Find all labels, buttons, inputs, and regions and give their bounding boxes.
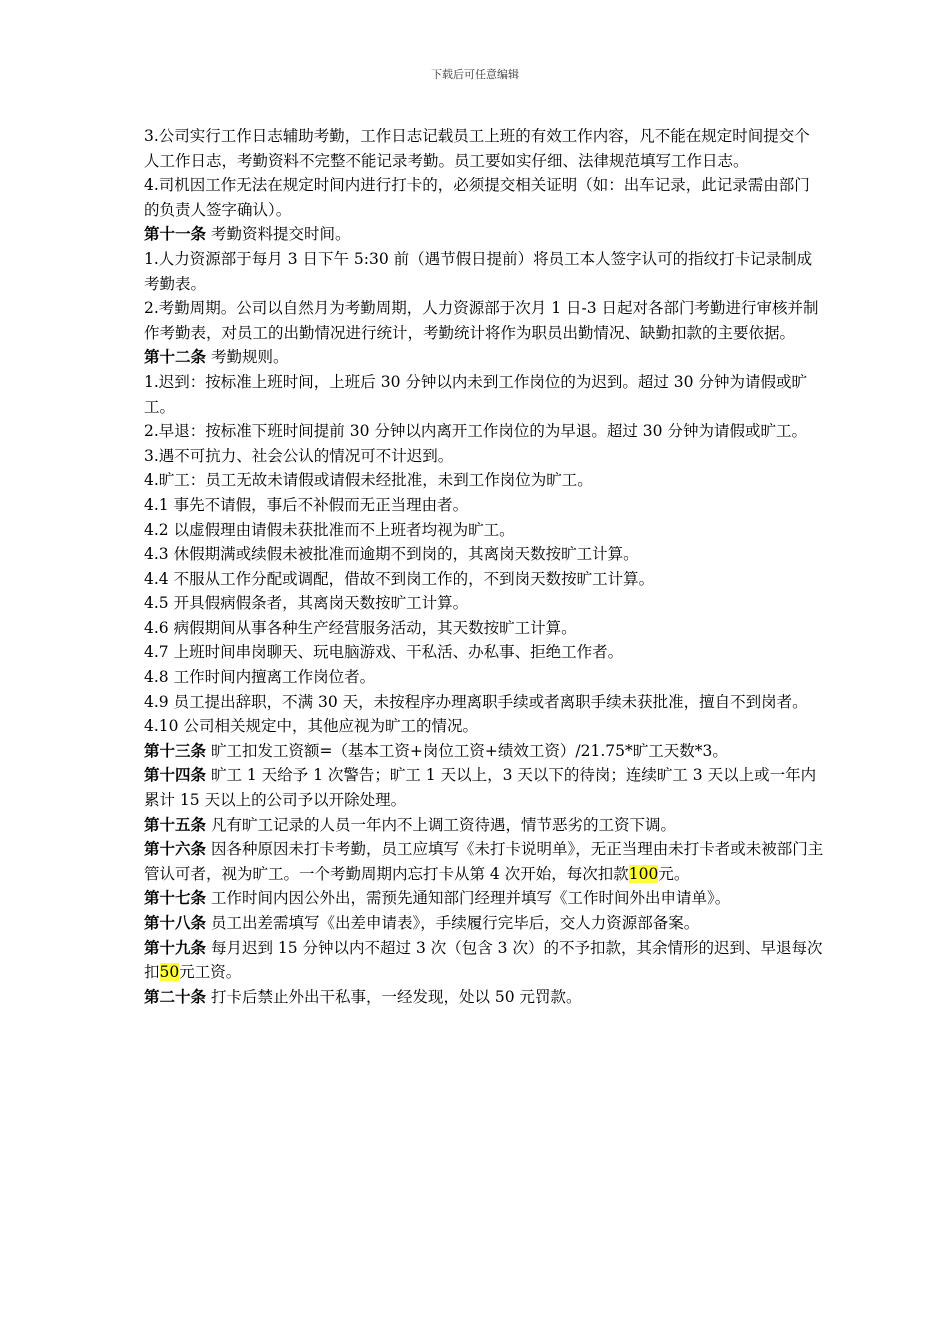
article-number: 第十五条 [144,815,207,834]
paragraph-text: 4.9 员工提出辞职，不满 30 天，未按程序办理离职手续或者离职手续未获批准，擅自不到岗者。 [144,692,808,711]
paragraph-text: 因各种原因未打卡考勤，员工应填写《未打卡说明单》，无正当理由未打卡者或未被部门主管认可者，视为旷工。一个考勤周期内忘打卡从第 4 次开始，每次扣款 [144,840,824,883]
paragraph-text: 2.考勤周期。公司以自然月为考勤周期，人力资源部于次月 1 日-3 日起对各部门考勤进行审核并制作考勤表，对员工的出勤情况进行统计，考勤统计将作为职员出勤情况、缺勤扣款的主要依据。 [144,299,819,342]
paragraph-text: 4.6 病假期间从事各种生产经营服务活动，其天数按旷工计算。 [144,618,577,637]
article-paragraph [144,936,824,985]
paragraph-text: 4.7 上班时间串岗聊天、玩电脑游戏、干私活、办私事、拒绝工作者。 [144,643,624,662]
paragraph [144,173,824,222]
paragraph-text-after: 元工资。 [179,963,242,982]
article-number: 第十三条 [144,741,207,760]
paragraph-text-after: 元。 [658,864,690,883]
article-paragraph [144,911,824,936]
paragraph [144,542,824,567]
paragraph-text: 4.4 不服从工作分配或调配，借故不到岗工作的，不到岗天数按旷工计算。 [144,569,655,588]
paragraph [144,493,824,518]
paragraph-text: 2.早退：按标准下班时间提前 30 分钟以内离开工作岗位的为早退。超过 30 分钟为请假或旷工。 [144,422,807,441]
article-paragraph [144,886,824,911]
article-number: 第十四条 [144,766,207,785]
paragraph [144,444,824,469]
article-paragraph [144,345,824,370]
article-paragraph [144,739,824,764]
paragraph [144,690,824,715]
article-number: 第十二条 [144,348,207,367]
paragraph-text: 旷工 1 天给予 1 次警告；旷工 1 天以上，3 天以下的待岗；连续旷工 3 天以上或一年内累计 15 天以上的公司予以开除处理。 [144,766,817,810]
paragraph [144,419,824,444]
paragraph-text: 每月迟到 15 分钟以内不超过 3 次（包含 3 次）的不予扣款，其余情形的迟到、早退每次扣 [144,938,823,982]
paragraph [144,616,824,641]
article-paragraph [144,837,824,886]
paragraph-text: 1.迟到：按标准上班时间，上班后 30 分钟以内未到工作岗位的为迟到。超过 30 分钟为请假或旷工。 [144,372,807,416]
paragraph-text: 考勤规则。 [206,348,289,367]
paragraph [144,124,824,173]
paragraph-text: 3.公司实行工作日志辅助考勤，工作日志记载员工上班的有效工作内容，凡不能在规定时间提交个人工作日志，考勤资料不完整不能记录考勤。员工要如实仔细、法律规范填写工作日志。 [144,127,810,170]
paragraph [144,567,824,592]
paragraph [144,640,824,665]
paragraph-text: 4.3 休假期满或续假未被批准而逾期不到岗的，其离岗天数按旷工计算。 [144,545,639,564]
paragraph-text: 打卡后禁止外出干私事，一经发现，处以 50 元罚款。 [206,987,582,1006]
highlighted-amount: 100 [628,864,659,883]
paragraph [144,296,824,345]
paragraph-text: 考勤资料提交时间。 [206,225,351,244]
article-number: 第十九条 [144,938,207,957]
article-number: 第十六条 [144,840,207,859]
article-paragraph [144,222,824,247]
paragraph-text: 4.旷工：员工无故未请假或请假未经批准，未到工作岗位为旷工。 [144,471,593,490]
paragraph-text: 4.10 公司相关规定中，其他应视为旷工的情况。 [144,717,478,736]
article-paragraph [144,813,824,838]
paragraph-text: 4.司机因工作无法在规定时间内进行打卡的，必须提交相关证明（如：出车记录，此记录需由部门的负责人签字确认）。 [144,176,810,219]
paragraph-text: 员工出差需填写《出差申请表》，手续履行完毕后，交人力资源部备案。 [206,914,700,932]
article-number: 第十八条 [144,914,207,932]
paragraph-text: 4.8 工作时间内擅离工作岗位者。 [144,668,376,687]
paragraph-text: 4.5 开具假病假条者，其离岗天数按旷工计算。 [144,594,469,613]
article-number: 第十七条 [144,889,207,908]
paragraph-text: 3.遇不可抗力、社会公认的情况可不计迟到。 [144,446,454,465]
document-body [144,124,824,1009]
paragraph [144,468,824,493]
paragraph [144,665,824,690]
highlighted-amount: 50 [159,963,180,982]
paragraph-text: 旷工扣发工资额=（基本工资+岗位工资+绩效工资）/21.75*旷工天数*3。 [206,741,728,760]
article-number: 第二十条 [144,987,207,1006]
paragraph [144,247,824,296]
paragraph-text: 4.2 以虚假理由请假未获批准而不上班者均视为旷工。 [144,520,515,539]
article-number: 第十一条 [144,225,207,244]
paragraph-text: 4.1 事先不请假，事后不补假而无正当理由者。 [144,495,469,514]
page-header: 下载后可任意编辑 [431,68,519,81]
paragraph-text: 凡有旷工记录的人员一年内不上调工资待遇，情节恶劣的工资下调。 [206,815,676,834]
article-paragraph [144,985,824,1010]
paragraph [144,591,824,616]
paragraph [144,370,824,419]
paragraph-text: 工作时间内因公外出，需预先通知部门经理并填写《工作时间外出申请单》。 [206,889,731,908]
paragraph-text: 1.人力资源部于每月 3 日下午 5:30 前（遇节假日提前）将员工本人签字认可的指纹打卡记录制成考勤表。 [144,249,813,293]
paragraph [144,518,824,543]
article-paragraph [144,763,824,812]
paragraph [144,714,824,739]
